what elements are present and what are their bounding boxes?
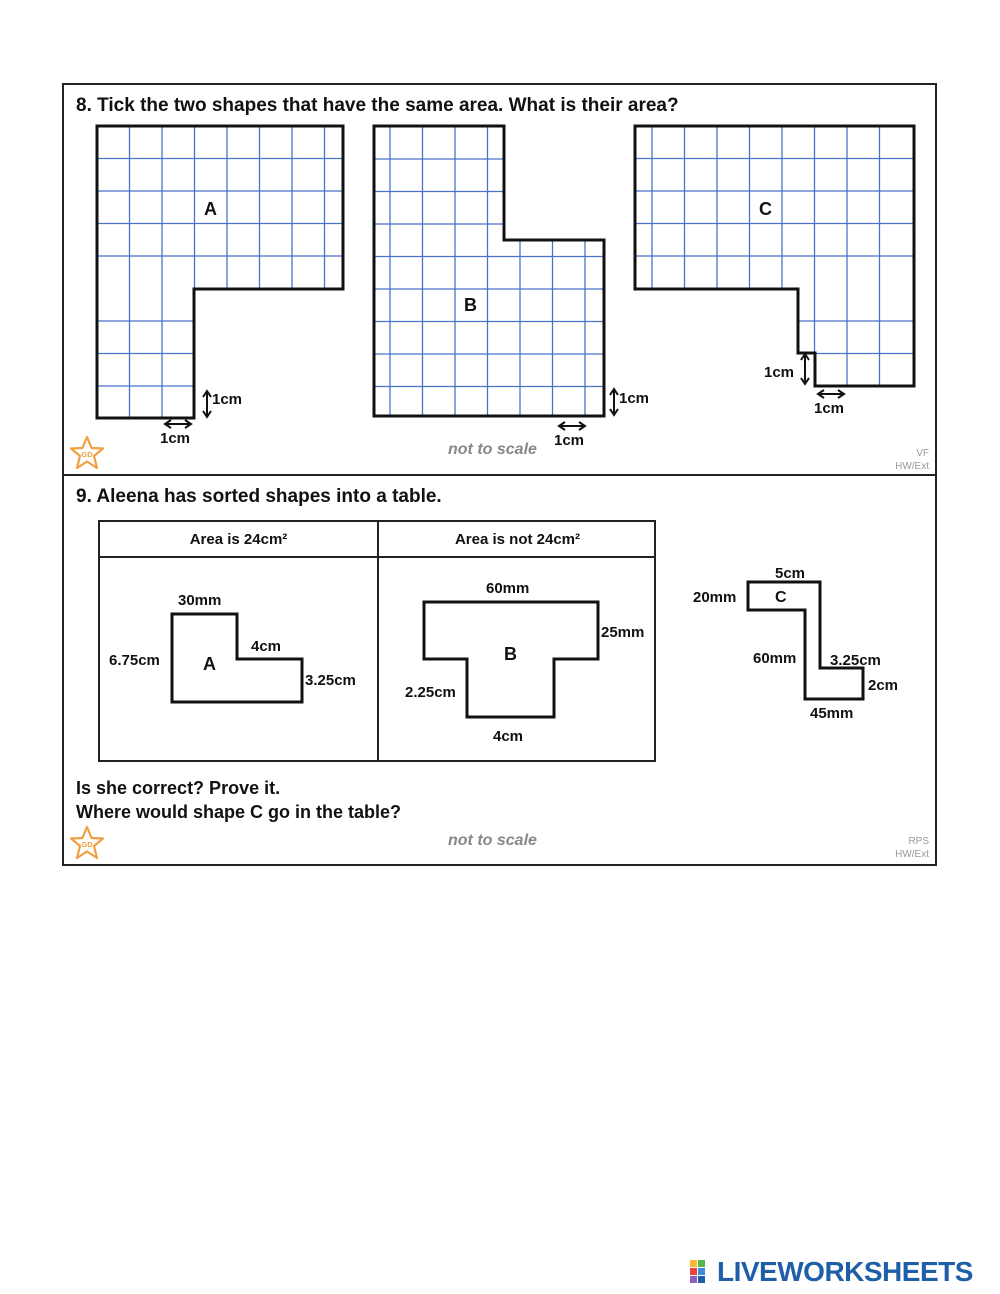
shape-a-top-label: 30mm	[178, 592, 222, 609]
shape-c-right-label: 2cm	[868, 677, 899, 694]
prompt-line-1: Is she correct? Prove it.	[76, 778, 281, 798]
unit-label-a-horizontal: 1cm	[160, 430, 191, 447]
shape-b-left-label: 2.25cm	[405, 684, 456, 701]
table-column-divider	[377, 522, 379, 760]
unit-label-c-vertical: 1cm	[764, 364, 795, 381]
not-to-scale-note: not to scale	[448, 441, 537, 458]
double-arrow-horizontal-icon	[164, 419, 192, 429]
shape-a-right-label: 3.25cm	[305, 672, 356, 689]
shape-b-right-label: 25mm	[601, 624, 645, 641]
table-header-area-not-24: Area is not 24cm²	[454, 531, 581, 548]
shape-c-top-label: 5cm	[775, 565, 806, 582]
question-9-panel	[62, 474, 937, 866]
code-line-top: VF	[916, 448, 929, 459]
double-arrow-vertical-icon	[609, 388, 619, 416]
unit-label-b-vertical: 1cm	[619, 390, 650, 407]
question-code	[895, 447, 929, 473]
unit-label-c-horizontal: 1cm	[814, 400, 845, 417]
shape-a-outline	[97, 126, 343, 418]
shape-b-outline	[374, 126, 604, 416]
question-code	[895, 835, 929, 861]
shape-b-grid	[374, 126, 604, 416]
gd-star-icon	[69, 825, 105, 861]
shape-c-left-top-label: 20mm	[693, 589, 737, 606]
code-line-bottom: HW/Ext	[895, 461, 929, 472]
question-9-title: 9. Aleena has sorted shapes into a table.	[76, 486, 442, 507]
liveworksheets-brand-text: LIVEWORKSHEETS	[717, 1256, 973, 1287]
double-arrow-vertical-icon	[800, 353, 810, 385]
double-arrow-horizontal-icon	[817, 389, 845, 399]
double-arrow-vertical-icon	[202, 390, 212, 418]
question-8-title: 8. Tick the two shapes that have the same area. What is their area?	[76, 95, 679, 116]
table-header-area-24: Area is 24cm²	[189, 531, 288, 548]
shape-c-outline-q9	[748, 582, 866, 702]
shape-b-letter: B	[464, 295, 477, 315]
double-arrow-horizontal-icon	[558, 421, 586, 431]
shape-c-inner-label: 3.25cm	[830, 652, 881, 669]
grid-lines-a	[97, 126, 343, 418]
liveworksheets-logo[interactable]	[690, 1256, 973, 1288]
shape-c-letter: C	[759, 199, 772, 219]
shape-a-left-label: 6.75cm	[109, 652, 160, 669]
shape-c-letter-q9: C	[775, 589, 787, 606]
not-to-scale-note: not to scale	[448, 832, 537, 849]
gd-star-icon	[69, 435, 105, 471]
unit-label-b-horizontal: 1cm	[554, 432, 585, 449]
shape-c-grid	[635, 126, 914, 386]
shape-a-grid	[97, 126, 343, 418]
unit-label-a-vertical: 1cm	[212, 391, 243, 408]
shape-a-letter: A	[204, 199, 217, 219]
shape-b-top-label: 60mm	[486, 580, 530, 597]
shape-c-bottom-label: 45mm	[810, 705, 854, 722]
question-8-panel	[62, 83, 937, 476]
star-label: GD	[81, 450, 93, 459]
liveworksheets-logo-icon	[690, 1260, 714, 1284]
star-label: GD	[81, 840, 93, 849]
grid-lines-b	[374, 126, 604, 416]
shape-b-bottom-label: 4cm	[493, 728, 524, 745]
shape-a-outline-q9	[172, 614, 304, 704]
code-line-top: RPS	[908, 836, 929, 847]
shape-a-letter-q9: A	[203, 654, 216, 674]
prompt-line-2: Where would shape C go in the table?	[76, 802, 402, 822]
shape-a-inner-label: 4cm	[251, 638, 282, 655]
shape-c-left-mid-label: 60mm	[753, 650, 797, 667]
grid-lines-c	[635, 126, 914, 386]
shape-b-letter-q9: B	[504, 644, 517, 664]
question-9-prompt	[76, 776, 401, 824]
code-line-bottom: HW/Ext	[895, 849, 929, 860]
